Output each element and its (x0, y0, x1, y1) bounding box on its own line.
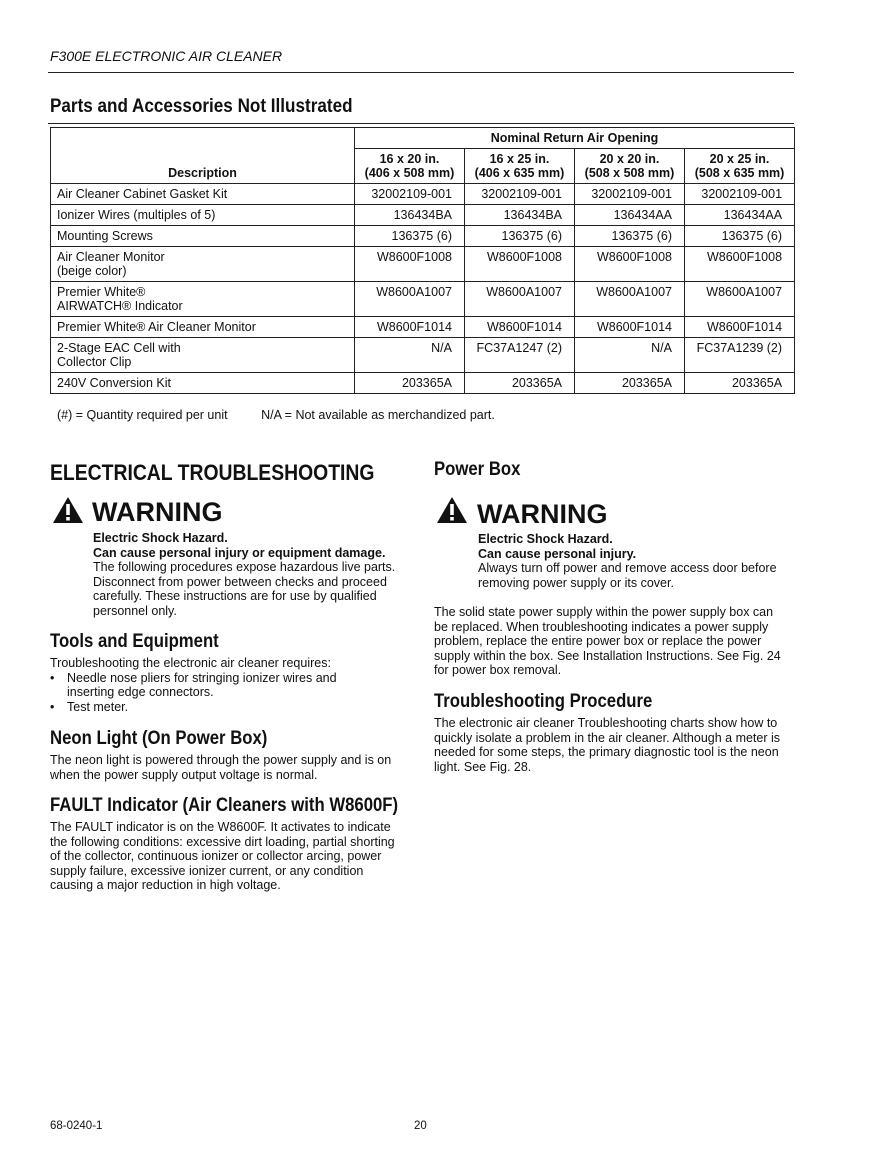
warning-triangle-icon (436, 496, 468, 524)
part-description (51, 184, 355, 205)
part-number-cell: 136375 (6) (685, 226, 795, 247)
warning-block-right (478, 532, 778, 590)
part-description-line: Premier White® (57, 285, 146, 299)
part-description (51, 282, 355, 317)
tools-intro: Troubleshooting the electronic air cleaner requires: (50, 656, 331, 670)
table-row (51, 247, 795, 282)
electrical-troubleshooting-title: ELECTRICAL TROUBLESHOOTING (50, 460, 375, 485)
part-number-cell: 203365A (465, 373, 575, 394)
table-row (51, 282, 795, 317)
troubleshooting-procedure-body: The electronic air cleaner Troubleshooting charts show how to quickly isolate a problem in the air cleaner. Although a meter is needed for some steps, the primary diagnostic tool is the neon light. See Fig. 28. (434, 716, 781, 774)
part-number-cell: W8600A1007 (355, 282, 465, 317)
size-column-header (465, 149, 575, 184)
page-number: 20 (414, 1120, 427, 1132)
part-number-cell: 136434BA (355, 205, 465, 226)
warning-label: WARNING (92, 497, 223, 527)
size-column-header (355, 149, 465, 184)
part-number-cell: N/A (355, 338, 465, 373)
warning-body: Always turn off power and remove access door before removing power supply or its cover. (478, 561, 777, 590)
running-header: F300E ELECTRONIC AIR CLEANER (50, 48, 283, 64)
size-column-header (575, 149, 685, 184)
table-footnote (57, 408, 525, 422)
header-rule (48, 72, 794, 73)
part-number-cell: W8600F1014 (355, 317, 465, 338)
neon-light-body: The neon light is powered through the power supply and is on when the power supply output voltage is normal. (50, 753, 392, 782)
part-number-cell: W8600A1007 (685, 282, 795, 317)
table-row (51, 184, 795, 205)
size-column-inches: 20 x 20 in. (599, 152, 660, 166)
part-number-cell: W8600F1008 (465, 247, 575, 282)
part-description-line: Premier White® Air Cleaner Monitor (57, 320, 256, 334)
part-description (51, 205, 355, 226)
part-description-line: Collector Clip (57, 355, 132, 369)
table-row (51, 373, 795, 394)
part-number-cell: 136375 (6) (355, 226, 465, 247)
part-description-line: (beige color) (57, 264, 127, 278)
warning-block-left (93, 531, 403, 618)
part-number-cell: W8600F1014 (575, 317, 685, 338)
part-number-cell: W8600A1007 (575, 282, 685, 317)
size-column-inches: 16 x 20 in. (379, 152, 440, 166)
table-top-rule (48, 123, 794, 124)
footnote-quantity: (#) = Quantity required per unit (57, 408, 228, 422)
part-description-line: Air Cleaner Cabinet Gasket Kit (57, 187, 228, 201)
fault-indicator-body: The FAULT indicator is on the W8600F. It activates to indicate the following conditions: excessive dirt loading, partial shorting of the collector, continuous ionizer or collector arcing, power supply failure, excessive ionizer current, or any condition causing a major reduction in high voltage. (50, 820, 395, 892)
part-description (51, 247, 355, 282)
warning-hazard-line: Electric Shock Hazard. (93, 531, 228, 545)
size-column-inches: 20 x 25 in. (709, 152, 770, 166)
footnote-na: N/A = Not available as merchandized part. (261, 408, 495, 422)
description-header: Description (51, 128, 355, 184)
size-column-mm: (406 x 635 mm) (474, 166, 565, 180)
tools-title: Tools and Equipment (50, 631, 219, 652)
document-number: 68-0240-1 (50, 1120, 103, 1132)
size-column-mm: (508 x 508 mm) (584, 166, 675, 180)
group-header: Nominal Return Air Opening (355, 128, 795, 149)
part-number-cell: 136375 (6) (465, 226, 575, 247)
part-description (51, 317, 355, 338)
warning-triangle-icon (52, 496, 84, 524)
part-number-cell: 136434BA (465, 205, 575, 226)
part-number-cell: FC37A1239 (2) (685, 338, 795, 373)
neon-light-title: Neon Light (On Power Box) (50, 728, 268, 749)
part-number-cell: W8600F1008 (685, 247, 795, 282)
part-description-line: 2-Stage EAC Cell with (57, 341, 181, 355)
power-box-title: Power Box (434, 459, 521, 480)
part-number-cell: 203365A (685, 373, 795, 394)
tools-item: • Needle nose pliers for stringing ionizer wires and inserting edge connectors. (50, 671, 370, 700)
part-description-line: 240V Conversion Kit (57, 376, 171, 390)
power-box-body: The solid state power supply within the power supply box can be replaced. When troubleshooting indicates a power supply problem, replace the entire power box or replace the power supply within the box. See Installation Instructions. See Fig. 24 for power box removal. (434, 605, 781, 677)
table-row (51, 205, 795, 226)
part-description-line: Mounting Screws (57, 229, 153, 243)
fault-indicator-title: FAULT Indicator (Air Cleaners with W8600F) (50, 795, 399, 816)
part-number-cell: 32002109-001 (575, 184, 685, 205)
part-description (51, 373, 355, 394)
table-row (51, 317, 795, 338)
part-number-cell: W8600F1014 (465, 317, 575, 338)
part-number-cell: FC37A1247 (2) (465, 338, 575, 373)
part-number-cell: 32002109-001 (685, 184, 795, 205)
table-row (51, 226, 795, 247)
part-number-cell: 203365A (355, 373, 465, 394)
part-description (51, 338, 355, 373)
size-column-header (685, 149, 795, 184)
tools-section (50, 656, 370, 714)
size-column-mm: (508 x 635 mm) (694, 166, 785, 180)
warning-body: The following procedures expose hazardous live parts. Disconnect from power between checks and proceed carefully. These instructions are for use by qualified personnel only. (93, 560, 396, 618)
section-title: Parts and Accessories Not Illustrated (50, 96, 353, 117)
part-description-line: Air Cleaner Monitor (57, 250, 165, 264)
part-number-cell: W8600A1007 (465, 282, 575, 317)
part-description-line: Ionizer Wires (multiples of 5) (57, 208, 216, 222)
part-number-cell: 203365A (575, 373, 685, 394)
size-column-mm: (406 x 508 mm) (364, 166, 455, 180)
parts-table (50, 127, 795, 394)
part-number-cell: 136434AA (575, 205, 685, 226)
warning-consequence-line: Can cause personal injury or equipment damage. (93, 545, 386, 560)
size-column-inches: 16 x 25 in. (489, 152, 550, 166)
part-description (51, 226, 355, 247)
tools-item: • Test meter. (50, 700, 370, 715)
part-number-cell: W8600F1014 (685, 317, 795, 338)
part-number-cell: 136375 (6) (575, 226, 685, 247)
part-number-cell: 32002109-001 (465, 184, 575, 205)
part-description-line: AIRWATCH® Indicator (57, 299, 183, 313)
warning-hazard-line: Electric Shock Hazard. (478, 532, 613, 546)
part-number-cell: 32002109-001 (355, 184, 465, 205)
part-number-cell: N/A (575, 338, 685, 373)
warning-consequence-line: Can cause personal injury. (478, 546, 637, 561)
table-row (51, 338, 795, 373)
part-number-cell: 136434AA (685, 205, 795, 226)
part-number-cell: W8600F1008 (575, 247, 685, 282)
warning-label: WARNING (477, 499, 608, 529)
part-number-cell: W8600F1008 (355, 247, 465, 282)
troubleshooting-procedure-title: Troubleshooting Procedure (434, 691, 653, 712)
